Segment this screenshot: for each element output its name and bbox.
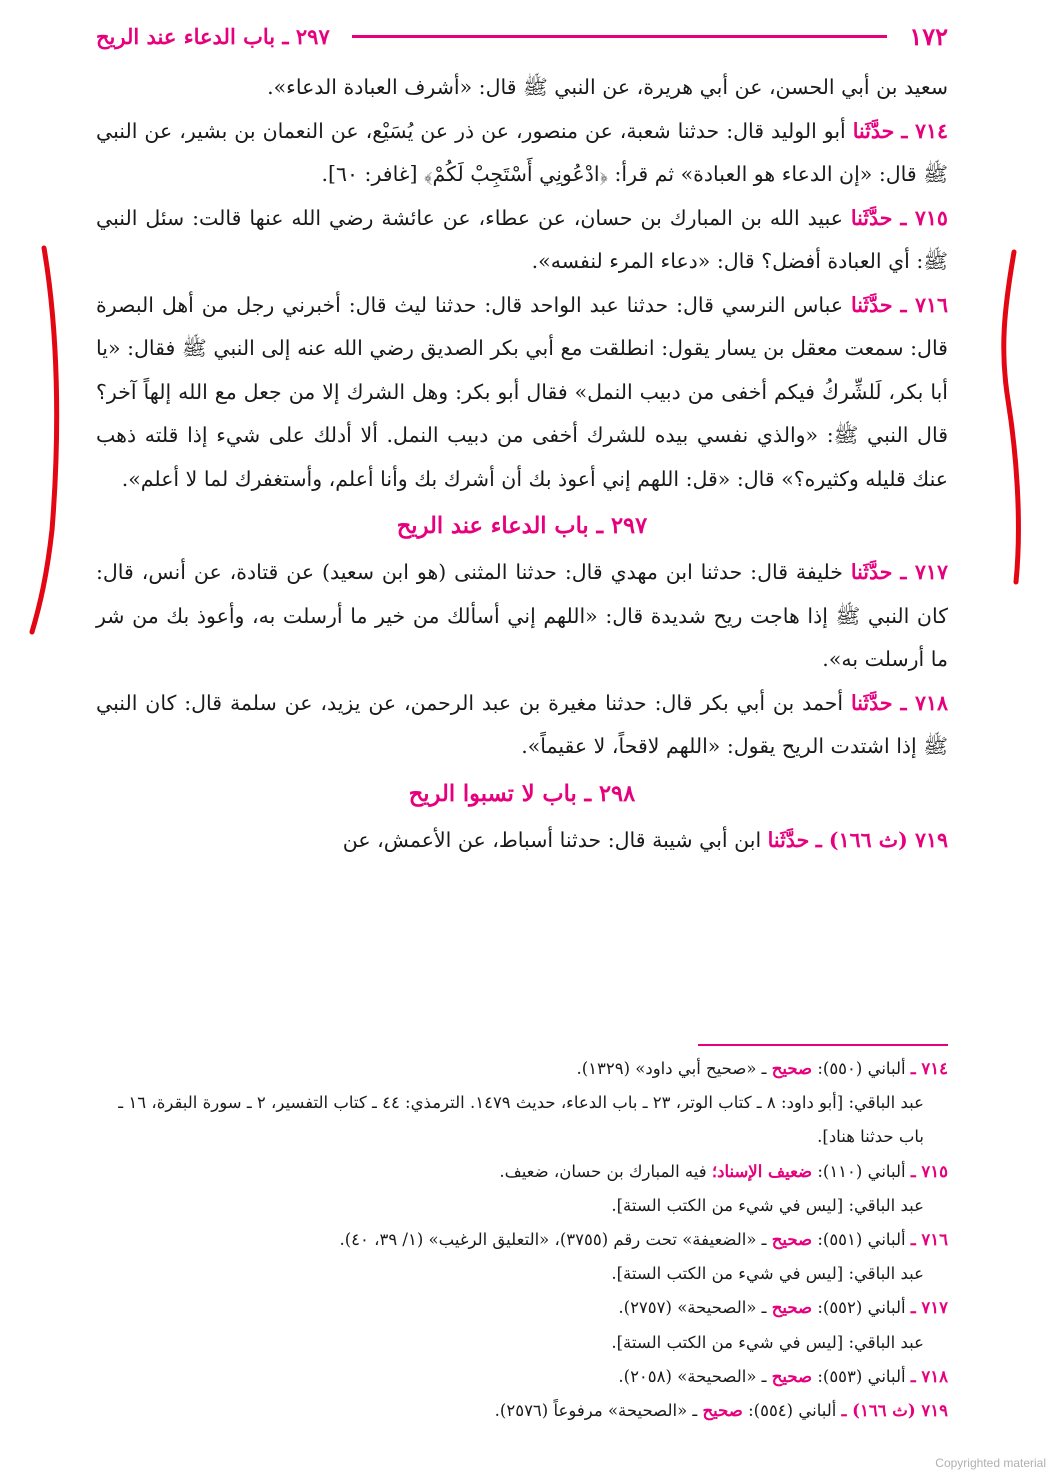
- footnote-source: ـ «الصحيحة» (٢٧٥٧).: [618, 1298, 767, 1318]
- main-text: [96, 66, 948, 862]
- footnote-source: ـ «الصحيحة» مرفوعاً (٢٥٧٦).: [494, 1401, 698, 1421]
- footnotes: [96, 1052, 948, 1428]
- albani-ref: ألباني (١١٠):: [817, 1161, 906, 1181]
- hadith-text: أحمد بن أبي بكر قال: حدثنا مغيرة بن عبد الرحمن، عن يزيد، عن سلمة قال: كان النبي ﷺ إذا اشتدت الريح يقول: «اللهم لاقحاً، لا عقيماً».: [96, 690, 948, 758]
- hadith-text: عبيد الله بن المبارك بن حسان، عن عطاء، عن عائشة رضي الله عنها قالت: سئل النبي ﷺ: أي العبادة أفضل؟ قال: «دعاء المرء لنفسه».: [96, 205, 948, 273]
- grade-label: صحيح: [771, 1366, 813, 1386]
- footnote-number: ٧١٧ ـ: [910, 1298, 948, 1318]
- hadith-719: [96, 819, 948, 863]
- footnote-separator: [698, 1044, 948, 1046]
- hadith-number: ٧١٩ (ث ١٦٦) ـ: [815, 827, 948, 852]
- hadith-713-end: سعيد بن أبي الحسن، عن أبي هريرة، عن النبي ﷺ قال: «أشرف العبادة الدعاء».: [267, 75, 948, 99]
- grade-label: صحيح: [771, 1230, 813, 1250]
- footnote-717: [96, 1291, 948, 1325]
- haddathana-keyword: حدَّثَنا: [852, 118, 895, 143]
- footnote-number: ٧١٦ ـ: [910, 1230, 948, 1250]
- abdulbaqi-716: عبد الباقي: [ليس في شيء من الكتب الستة].: [611, 1264, 924, 1284]
- footnote-716: [96, 1223, 948, 1257]
- footnote-715: [96, 1155, 948, 1189]
- footnote-number: ٧١٨ ـ: [910, 1366, 948, 1386]
- haddathana-keyword: حدَّثَنا: [767, 827, 810, 852]
- abdulbaqi-714: عبد الباقي: [أبو داود: ٨ ـ كتاب الوتر، ٢٣ ـ باب الدعاء، حديث ١٤٧٩. الترمذي: ٤٤ ـ كتاب التفسير، ٢ ـ سورة البقرة، ١٦ ـ باب حدثنا هناد].: [118, 1093, 924, 1147]
- hadith-text: ابن أبي شيبة قال: حدثنا أسباط، عن الأعمش، عن: [342, 827, 762, 852]
- albani-ref: ألباني (٥٥٣):: [817, 1366, 906, 1386]
- chapter-298-title: ٢٩٨ ـ باب لا تسبوا الريح: [408, 780, 636, 807]
- abdulbaqi-715: عبد الباقي: [ليس في شيء من الكتب الستة].: [611, 1195, 924, 1215]
- footnote-718: [96, 1360, 948, 1394]
- albani-ref: ألباني (٥٥٢):: [817, 1298, 906, 1318]
- hadith-714: [96, 110, 948, 197]
- hadith-number: ٧١٦ ـ: [900, 292, 948, 317]
- grade-label: صحيح: [771, 1059, 813, 1078]
- footnote-number: ٧١٤ ـ: [910, 1059, 948, 1078]
- footnote-source: فيه المبارك بن حسان، ضعيف.: [499, 1161, 707, 1181]
- haddathana-keyword: حدَّثَنا: [850, 292, 893, 317]
- albani-ref: ألباني (٥٥٤):: [748, 1401, 837, 1421]
- right-red-bracket: [1004, 252, 1019, 582]
- footnote-number: ٧١٩ (ث ١٦٦) ـ: [841, 1401, 948, 1421]
- copyright-watermark: Copyrighted material: [935, 1456, 1046, 1470]
- grade-label: صحيح: [771, 1298, 813, 1318]
- left-red-bracket: [32, 248, 57, 632]
- haddathana-keyword: حدَّثَنا: [850, 560, 893, 584]
- hadith-715: [96, 197, 948, 284]
- running-title: ٢٩٧ ـ باب الدعاء عند الريح: [96, 23, 330, 49]
- chapter-297-title: ٢٩٧ ـ باب الدعاء عند الريح: [396, 513, 648, 539]
- page-header: [96, 20, 948, 52]
- haddathana-keyword: حدَّثَنا: [850, 690, 893, 715]
- hadith-number: ٧١٧ ـ: [900, 560, 948, 584]
- hadith-text: عباس النرسي قال: حدثنا عبد الواحد قال: حدثنا ليث قال: أخبرني رجل من أهل البصرة قال: سمعت معقل بن يسار يقول: انطلقت مع أبي بكر الصديق رضي الله عنه إلى النبي ﷺ فقال: «يا أبا بكر، لَلشِّركُ فيكم أخفى من دبيب النمل» فقال أبو بكر: وهل الشرك إلا من جعل مع الله إلهاً آخر؟ قال النبي ﷺ: «والذي نفسي بيده للشرك أخفى من دبيب النمل. ألا أدلك على شيء إذا قلته ذهب عنك قليله وكثيره؟» قال: «قل: اللهم إني أعوذ بك أن أشرك بك وأنا أعلم، وأستغفرك لما لا أعلم».: [96, 292, 948, 491]
- hadith-number: ٧١٤ ـ: [901, 118, 948, 143]
- hadith-716: [96, 284, 948, 502]
- grade-label: ضعيف الإسناد؛: [711, 1161, 813, 1181]
- hadith-text: أبو الوليد قال: حدثنا شعبة، عن منصور، عن ذر عن يُسَيْع، عن النعمان بن بشير، عن النبي ﷺ قال: «إن الدعاء هو العبادة» ثم قرأ: ﴿ادْعُونِي أَسْتَجِبْ لَكُمْ﴾ [غافر: ٦٠].: [96, 118, 948, 186]
- haddathana-keyword: حدَّثَنا: [850, 205, 893, 230]
- grade-label: صحيح: [702, 1401, 743, 1421]
- header-rule: [352, 35, 888, 38]
- footnote-source: ـ «الصحيحة» (٢٠٥٨).: [618, 1366, 767, 1386]
- albani-ref: ألباني (٥٥١):: [817, 1230, 906, 1250]
- footnote-719: [96, 1394, 948, 1428]
- footnote-number: ٧١٥ ـ: [910, 1161, 948, 1181]
- hadith-number: ٧١٨ ـ: [900, 690, 948, 715]
- page-number: ١٧٢: [909, 21, 948, 51]
- abdulbaqi-717: عبد الباقي: [ليس في شيء من الكتب الستة].: [611, 1332, 924, 1352]
- footnote-source: ـ «الضعيفة» تحت رقم (٣٧٥٥)، «التعليق الرغيب» (١/ ٣٩، ٤٠).: [339, 1230, 767, 1250]
- footnote-source: ـ «صحيح أبي داود» (١٣٢٩).: [576, 1059, 767, 1078]
- hadith-717: [96, 551, 948, 682]
- hadith-text: خليفة قال: حدثنا ابن مهدي قال: حدثنا المثنى (هو ابن سعيد) عن قتادة، عن أنس، قال: كان النبي ﷺ إذا هاجت ريح شديدة قال: «اللهم إني أسألك من خير ما أرسلت به، وأعوذ بك من شر ما أرسلت به».: [96, 560, 948, 671]
- albani-ref: ألباني (٥٥٠):: [817, 1059, 906, 1078]
- footnote-714: [96, 1052, 948, 1086]
- hadith-718: [96, 682, 948, 769]
- hadith-number: ٧١٥ ـ: [900, 205, 948, 230]
